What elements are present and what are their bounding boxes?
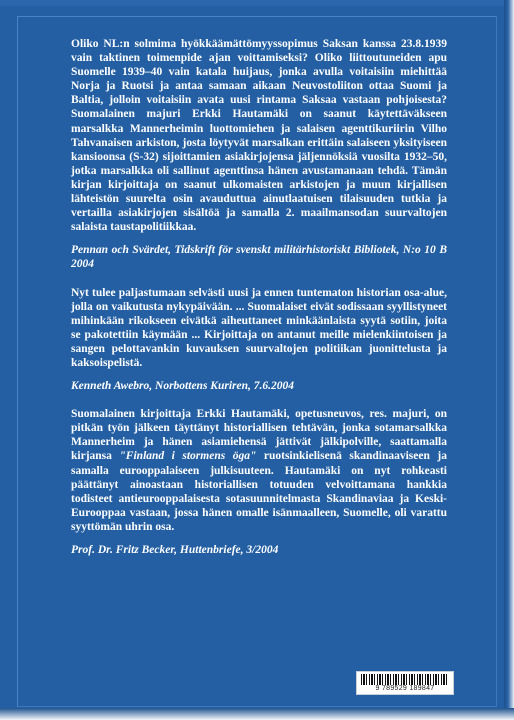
blurb-paragraph-2: Nyt tulee paljastumaan selvästi uusi ja ennen tuntematon historian osa-alue, jolla on vaikutusta nykypäivään. ... Suomalaiset eivät sodissaan syyllistyneet mihinkään rikokseen eivätkä aiheuttaneet minkäänlaista syytä sotiin, joita se pakotettiin käymään ... Kirjoittaja on antanut meille mielenkiintoisen ja sangen pelottavankin kuvauksen suurvaltojen politiikan juonittelusta ja kaksoispelistä. [71, 286, 447, 369]
blurb-source-2: Kenneth Awebro, Norbottens Kuriren, 7.6.2004 [71, 380, 295, 393]
blurb-paragraph-1: Oliko NL:n solmima hyökkäämättömyyssopimus Saksan kanssa 23.8.1939 vain taktinen toimenpide ajan voittamiseksi? Oliko liittoutuneiden apu Suomelle 1939–40 vain katala huijaus, jonka avulla voitaisiin miehittää Norja ja Ruotsi ja antaa samaan aikaan Neuvostoliiton ottaa Suomi ja Baltia, jolloin voitaisiin avata uusi rintama Saksaa vastaan pohjoisesta? Suomalainen majuri Erkki Hautamäki on saanut käytettäväkseen marsalkka Mannerheimin luottomiehen ja salaisen agenttikuriirin Vilho Tahvanaisen arkiston, josta löytyvät marsalkan erittäin salaiseen yksityiseen kansioonsa (S-32) sijoittamien asiakirjojensa jäljennöksiä vuosilta 1932–50, jotka marsalkka oli sallinut agenttinsa hänen avustamanaan tehdä. Tämän kirjan kirjoittaja on saanut ulkomaisten arkistojen ja muun kirjallisen lähteistön suurelta osin avauduttua ainutlaatuisen tilaisuuden tutkia ja vertailla asiakirjojen sisältöä ja samalla 2. maailmansodan suurvaltojen salaista taustapolitiikkaa. [71, 38, 447, 234]
blurb-paragraph-3-end: ruotsinkielisenä skandinaaviseen ja samalla eurooppalaiseen julkisuuteen. Hautamäki on nyt rohkeasti päättänyt ainoastaan historiallisen totuuden velvoittamana hankkia todisteet antieurooppalaisesta sotasuunnitelmasta Skandinaviaa ja Keski-Eurooppaa vastaan, jossa hänen omalle isänmaalleen, Suomelle, oli varattu syyttömän uhrin osa. [71, 450, 447, 533]
blurb-paragraph-3 [71, 407, 447, 534]
cover-edge-top [0, 0, 514, 6]
back-cover-text [71, 37, 447, 557]
cover-edge-bottom [0, 708, 514, 720]
barcode-bars [361, 674, 449, 685]
cover-spine-edge [504, 0, 514, 720]
barcode-digits: 9 789529 189847 [375, 685, 435, 692]
book-title-swedish: "Finland i stormens öga" [119, 450, 257, 463]
blurb-source-3: Prof. Dr. Fritz Becker, Huttenbriefe, 3/2004 [71, 544, 279, 556]
blurb-paragraph-3-start: Suomalainen kirjoittaja Erkki Hautamäki, opetusneuvos, res. majuri, on pitkän työn jälkeen täyttänyt historiallisen tehtävän, jonka sotamarsalkka Mannerheim ja hänen asiamiehensä jättivät jälkipolville, saattamalla kirjansa [71, 408, 447, 463]
isbn-barcode [356, 671, 454, 695]
blurb-source-1: Pennan och Svärdet, Tidskrift för svenskt militärhistoriskt Bibliotek, N:o 10 B 2004 [71, 244, 447, 271]
